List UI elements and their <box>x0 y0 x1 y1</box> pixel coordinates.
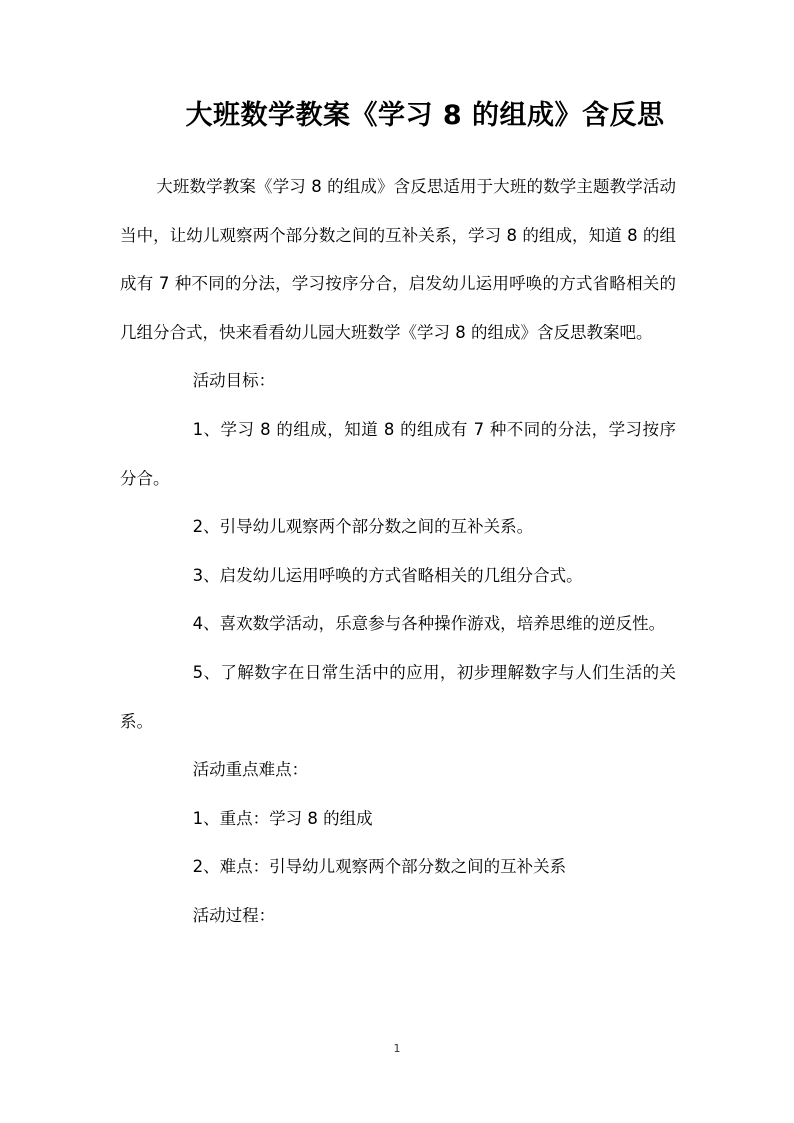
key-point-item-1: 1、重点：学习 8 的组成 <box>192 808 373 828</box>
objective-item-3: 3、启发幼儿运用呼唤的方式省略相关的几组分合式。 <box>192 565 583 585</box>
objective-item-1: 1、学习 8 的组成，知道 8 的组成有 7 种不同的分法，学习按序分合。 <box>120 419 676 488</box>
document-title: 大班数学教案《学习 8 的组成》含反思 <box>185 100 665 131</box>
section-heading-process: 活动过程： <box>192 905 276 925</box>
intro-paragraph: 大班数学教案《学习 8 的组成》含反思适用于大班的数学主题教学活动当中，让幼儿观察两个部分数之间的互补关系，学习 8 的组成，知道 8 的组成有 7 种不同的分法，学习按序分合，启发幼儿运用呼唤的方式省略相关的几组分合式，快来看看幼儿园大班数学《学习 8 的组成》含反思教案吧。 <box>120 177 676 342</box>
key-point-item-2: 2、难点：引导幼儿观察两个部分数之间的互补关系 <box>192 857 567 877</box>
objective-item-2: 2、引导幼儿观察两个部分数之间的互补关系。 <box>192 517 534 537</box>
objective-item-4: 4、喜欢数学活动，乐意参与各种操作游戏，培养思维的逆反性。 <box>192 614 666 634</box>
document-body <box>120 163 676 941</box>
objective-item-5: 5、了解数字在日常生活中的应用，初步理解数字与人们生活的关系。 <box>120 662 676 731</box>
section-heading-objectives: 活动目标： <box>192 371 276 391</box>
section-heading-key-points: 活动重点难点： <box>192 760 309 780</box>
page-number: 1 <box>393 1042 401 1055</box>
